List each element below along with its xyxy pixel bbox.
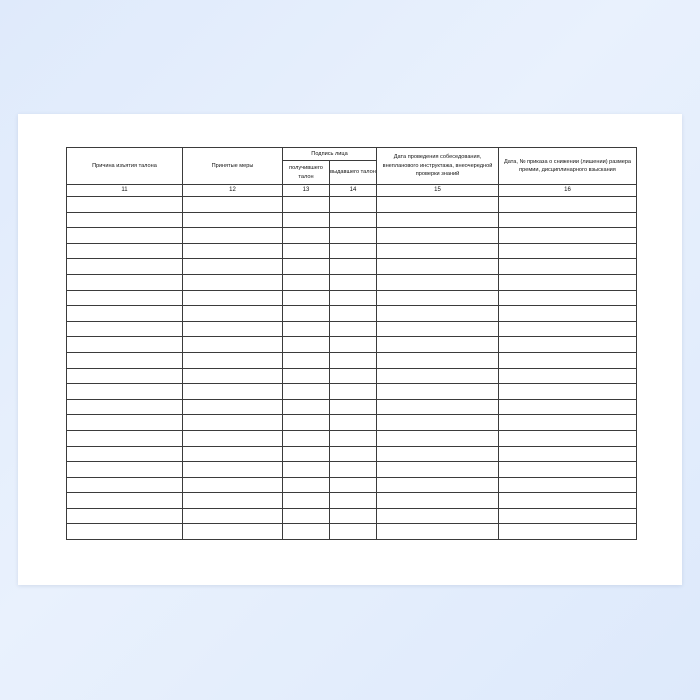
table-cell[interactable] [283, 337, 330, 353]
table-cell[interactable] [67, 228, 183, 244]
table-cell[interactable] [183, 243, 283, 259]
table-row[interactable] [67, 321, 637, 337]
table-cell[interactable] [330, 352, 377, 368]
table-cell[interactable] [283, 384, 330, 400]
table-row[interactable] [67, 197, 637, 213]
table-cell[interactable] [283, 321, 330, 337]
table-cell[interactable] [377, 368, 499, 384]
table-cell[interactable] [283, 368, 330, 384]
table-cell[interactable] [377, 415, 499, 431]
table-row[interactable] [67, 477, 637, 493]
table-row[interactable] [67, 259, 637, 275]
table-cell[interactable] [67, 259, 183, 275]
table-row[interactable] [67, 274, 637, 290]
journal-table-container [66, 147, 636, 540]
table-row[interactable] [67, 352, 637, 368]
table-cell[interactable] [377, 352, 499, 368]
table-cell[interactable] [377, 384, 499, 400]
table-cell[interactable] [330, 368, 377, 384]
table-cell[interactable] [183, 399, 283, 415]
table-cell[interactable] [330, 477, 377, 493]
table-body [67, 185, 637, 540]
table-cell[interactable] [283, 290, 330, 306]
journal-table [66, 147, 637, 540]
table-cell[interactable] [67, 352, 183, 368]
table-cell[interactable] [330, 399, 377, 415]
table-cell[interactable] [183, 477, 283, 493]
table-cell[interactable] [67, 462, 183, 478]
table-row[interactable] [67, 508, 637, 524]
table-row[interactable] [67, 368, 637, 384]
table-cell[interactable] [330, 430, 377, 446]
table-cell[interactable] [499, 415, 637, 431]
table-row[interactable] [67, 306, 637, 322]
table-cell[interactable] [330, 524, 377, 540]
table-cell[interactable] [499, 368, 637, 384]
table-cell[interactable] [67, 477, 183, 493]
table-cell[interactable] [183, 368, 283, 384]
table-cell[interactable] [499, 290, 637, 306]
table-cell[interactable] [330, 337, 377, 353]
column-number-12: 12 [183, 185, 283, 197]
table-cell[interactable] [499, 228, 637, 244]
table-cell[interactable] [499, 352, 637, 368]
table-cell[interactable] [377, 493, 499, 509]
table-cell[interactable] [183, 274, 283, 290]
table-cell[interactable] [377, 274, 499, 290]
table-cell[interactable] [499, 337, 637, 353]
table-cell[interactable] [283, 399, 330, 415]
table-cell[interactable] [283, 243, 330, 259]
table-cell[interactable] [183, 524, 283, 540]
table-cell[interactable] [330, 415, 377, 431]
header-cell-signature-issuer: выдавшего талон [330, 161, 377, 185]
column-number-14: 14 [330, 185, 377, 197]
table-cell[interactable] [499, 477, 637, 493]
table-cell[interactable] [377, 228, 499, 244]
table-cell[interactable] [283, 446, 330, 462]
table-cell[interactable] [183, 493, 283, 509]
column-number-row [67, 185, 637, 197]
table-cell[interactable] [67, 430, 183, 446]
table-cell[interactable] [183, 446, 283, 462]
table-cell[interactable] [183, 259, 283, 275]
table-cell[interactable] [377, 508, 499, 524]
table-cell[interactable] [67, 290, 183, 306]
table-cell[interactable] [283, 274, 330, 290]
table-cell[interactable] [67, 446, 183, 462]
table-cell[interactable] [330, 508, 377, 524]
table-cell[interactable] [283, 477, 330, 493]
table-cell[interactable] [67, 508, 183, 524]
table-cell[interactable] [67, 337, 183, 353]
table-cell[interactable] [283, 430, 330, 446]
table-cell[interactable] [377, 212, 499, 228]
table-cell[interactable] [377, 306, 499, 322]
table-cell[interactable] [499, 493, 637, 509]
table-cell[interactable] [499, 446, 637, 462]
table-cell[interactable] [330, 306, 377, 322]
table-cell[interactable] [67, 399, 183, 415]
column-number-15: 15 [377, 185, 499, 197]
table-cell[interactable] [67, 384, 183, 400]
table-cell[interactable] [377, 243, 499, 259]
table-cell[interactable] [283, 228, 330, 244]
header-cell-measures: Принятые меры [183, 148, 283, 185]
table-cell[interactable] [377, 430, 499, 446]
column-number-16: 16 [499, 185, 637, 197]
table-row[interactable] [67, 493, 637, 509]
table-header [67, 148, 637, 185]
table-row[interactable] [67, 415, 637, 431]
table-cell[interactable] [283, 212, 330, 228]
table-cell[interactable] [183, 290, 283, 306]
table-cell[interactable] [67, 212, 183, 228]
table-row[interactable] [67, 228, 637, 244]
table-cell[interactable] [499, 524, 637, 540]
table-cell[interactable] [377, 197, 499, 213]
table-cell[interactable] [330, 197, 377, 213]
table-cell[interactable] [67, 306, 183, 322]
table-cell[interactable] [283, 197, 330, 213]
table-cell[interactable] [499, 306, 637, 322]
table-cell[interactable] [377, 337, 499, 353]
table-cell[interactable] [330, 446, 377, 462]
table-cell[interactable] [67, 493, 183, 509]
header-row-top [67, 148, 637, 161]
table-cell[interactable] [283, 508, 330, 524]
table-cell[interactable] [283, 462, 330, 478]
table-cell[interactable] [183, 321, 283, 337]
table-cell[interactable] [499, 462, 637, 478]
header-cell-order-penalty: Дата, № приказа о снижении (лишении) размера премии, дисциплинарного взыскания [499, 148, 637, 185]
column-number-11: 11 [67, 185, 183, 197]
table-cell[interactable] [330, 290, 377, 306]
table-cell[interactable] [499, 243, 637, 259]
table-cell[interactable] [330, 212, 377, 228]
table-cell[interactable] [330, 321, 377, 337]
header-cell-reason: Причина изъятия талона [67, 148, 183, 185]
table-cell[interactable] [377, 259, 499, 275]
table-cell[interactable] [330, 243, 377, 259]
paper-sheet [18, 114, 682, 585]
table-cell[interactable] [67, 197, 183, 213]
table-cell[interactable] [330, 259, 377, 275]
table-row[interactable] [67, 462, 637, 478]
table-cell[interactable] [499, 384, 637, 400]
table-cell[interactable] [377, 290, 499, 306]
table-cell[interactable] [283, 352, 330, 368]
table-row[interactable] [67, 524, 637, 540]
table-cell[interactable] [377, 399, 499, 415]
header-cell-signature-group: Подпись лица [283, 148, 377, 161]
table-cell[interactable] [283, 259, 330, 275]
table-cell[interactable] [499, 430, 637, 446]
table-cell[interactable] [330, 462, 377, 478]
table-cell[interactable] [377, 477, 499, 493]
table-row[interactable] [67, 446, 637, 462]
table-cell[interactable] [330, 228, 377, 244]
table-cell[interactable] [183, 212, 283, 228]
table-row[interactable] [67, 430, 637, 446]
table-row[interactable] [67, 212, 637, 228]
table-row[interactable] [67, 243, 637, 259]
table-cell[interactable] [67, 321, 183, 337]
table-row[interactable] [67, 384, 637, 400]
table-cell[interactable] [499, 321, 637, 337]
table-cell[interactable] [183, 462, 283, 478]
table-cell[interactable] [377, 321, 499, 337]
table-cell[interactable] [499, 508, 637, 524]
table-cell[interactable] [377, 524, 499, 540]
table-cell[interactable] [330, 493, 377, 509]
table-cell[interactable] [499, 399, 637, 415]
table-cell[interactable] [183, 197, 283, 213]
table-row[interactable] [67, 399, 637, 415]
table-cell[interactable] [283, 415, 330, 431]
column-number-13: 13 [283, 185, 330, 197]
table-cell[interactable] [377, 462, 499, 478]
table-cell[interactable] [283, 306, 330, 322]
header-cell-briefing-date: Дата проведения собеседования, внепланового инструктажа, внеочередной проверки знаний [377, 148, 499, 185]
table-cell[interactable] [67, 274, 183, 290]
table-cell[interactable] [183, 337, 283, 353]
table-cell[interactable] [183, 384, 283, 400]
table-cell[interactable] [499, 259, 637, 275]
header-cell-signature-receiver: получившего талон [283, 161, 330, 185]
table-row[interactable] [67, 337, 637, 353]
table-cell[interactable] [67, 243, 183, 259]
table-cell[interactable] [499, 212, 637, 228]
table-cell[interactable] [330, 384, 377, 400]
table-cell[interactable] [183, 228, 283, 244]
table-cell[interactable] [377, 446, 499, 462]
table-cell[interactable] [183, 508, 283, 524]
table-cell[interactable] [283, 493, 330, 509]
table-cell[interactable] [499, 197, 637, 213]
table-cell[interactable] [67, 368, 183, 384]
table-cell[interactable] [67, 415, 183, 431]
table-cell[interactable] [183, 306, 283, 322]
table-cell[interactable] [67, 524, 183, 540]
table-cell[interactable] [330, 274, 377, 290]
table-cell[interactable] [499, 274, 637, 290]
table-cell[interactable] [283, 524, 330, 540]
table-cell[interactable] [183, 352, 283, 368]
table-cell[interactable] [183, 430, 283, 446]
table-cell[interactable] [183, 415, 283, 431]
table-row[interactable] [67, 290, 637, 306]
